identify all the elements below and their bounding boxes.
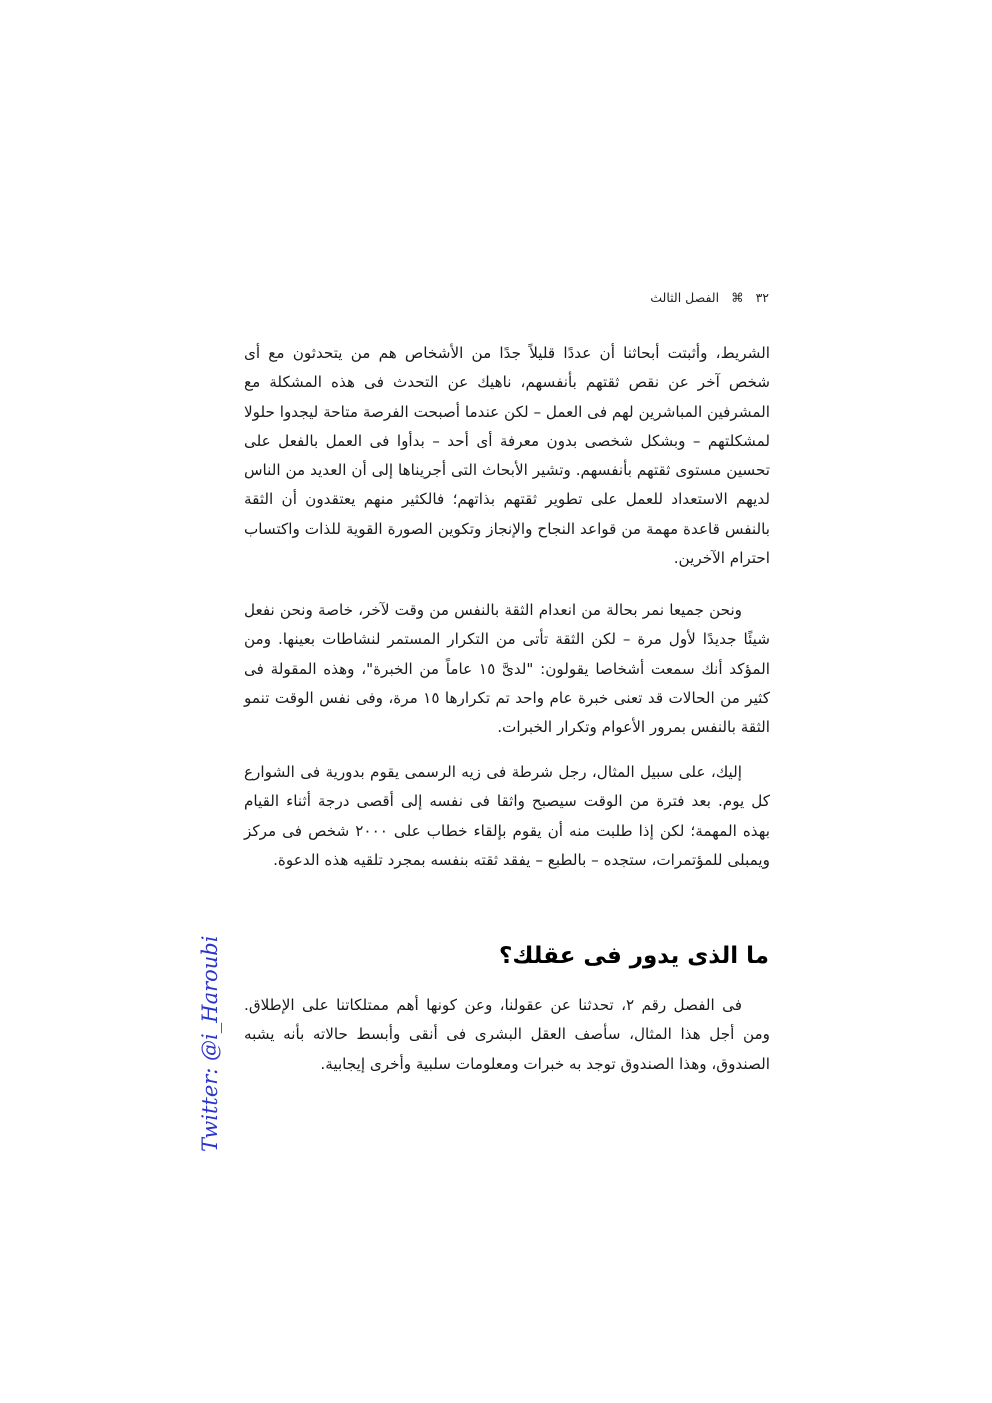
paragraph-2 xyxy=(244,596,770,742)
running-header xyxy=(642,290,769,306)
page-number: ٣٢ xyxy=(755,290,769,305)
paragraph-text: فى الفصل رقم ٢، تحدثنا عن عقولنا، وعن كونها أهم ممتلكاتنا على الإطلاق. ومن أجل هذا المثال، سأصف العقل البشرى فى أنقى وأبسط حالاته بأنه يشبه الصندوق، وهذا الصندوق توجد به خبرات ومعلومات سلبية وأخرى إيجابية. xyxy=(244,996,770,1073)
paragraph-4 xyxy=(244,991,770,1079)
paragraph-text: ونحن جميعا نمر بحالة من انعدام الثقة بالنفس من وقت لآخر، خاصة ونحن نفعل شيئًا جديدًا لأول مرة – لكن الثقة تأتى من التكرار المستمر لنشاطات بعينها. ومن المؤكد أنك سمعت أشخاصا يقولون: "لدىَّ ١٥ عاماً من الخبرة"، وهذه المقولة فى كثير من الحالات قد تعنى خبرة عام واحد تم تكرارها ١٥ مرة، وفى نفس الوقت تنمو الثقة بالنفس بمرور الأعوام وتكرار الخبرات. xyxy=(244,601,770,737)
section-heading: ما الذى يدور فى عقلك؟ xyxy=(499,943,769,969)
paragraph-1 xyxy=(244,339,770,573)
twitter-watermark: Twitter: @i_Haroubi xyxy=(198,935,222,1152)
paragraph-text: الشريط، وأثبتت أبحاثنا أن عددًا قليلاً جدًا من الأشخاص هم من يتحدثون مع أى شخص آخر عن نقص ثقتهم بأنفسهم، ناهيك عن التحدث فى هذه المشكلة مع المشرفين المباشرين لهم فى العمل – لكن عندما أصبحت الفرصة متاحة ليجدوا حلولا لمشكلتهم – وبشكل شخصى بدون معرفة أى أحد – بدأوا فى العمل بالفعل على تحسين مستوى ثقتهم بأنفسهم. وتشير الأبحاث التى أجريناها إلى أن العديد من الناس لديهم الاستعداد للعمل على تطوير ثقتهم بذاتهم؛ فالكثير منهم يعتقدون أن الثقة بالنفس قاعدة مهمة من قواعد النجاح والإنجاز وتكوين الصورة القوية للذات واكتساب احترام الآخرين. xyxy=(244,344,770,568)
ornament-icon: ⌘ xyxy=(731,290,744,305)
chapter-title: الفصل الثالث xyxy=(650,290,720,305)
paragraph-text: إليك، على سبيل المثال، رجل شرطة فى زيه الرسمى يقوم بدورية فى الشوارع كل يوم. بعد فترة من الوقت سيصبح واثقا فى نفسه إلى أقصى درجة أثناء القيام بهذه المهمة؛ لكن إذا طلبت منه أن يقوم بإلقاء خطاب على ٢٠٠٠ شخص فى مركز ويمبلى للمؤتمرات، ستجده – بالطبع – يفقد ثقته بنفسه بمجرد تلقيه هذه الدعوة. xyxy=(244,763,770,869)
paragraph-3 xyxy=(244,758,770,875)
